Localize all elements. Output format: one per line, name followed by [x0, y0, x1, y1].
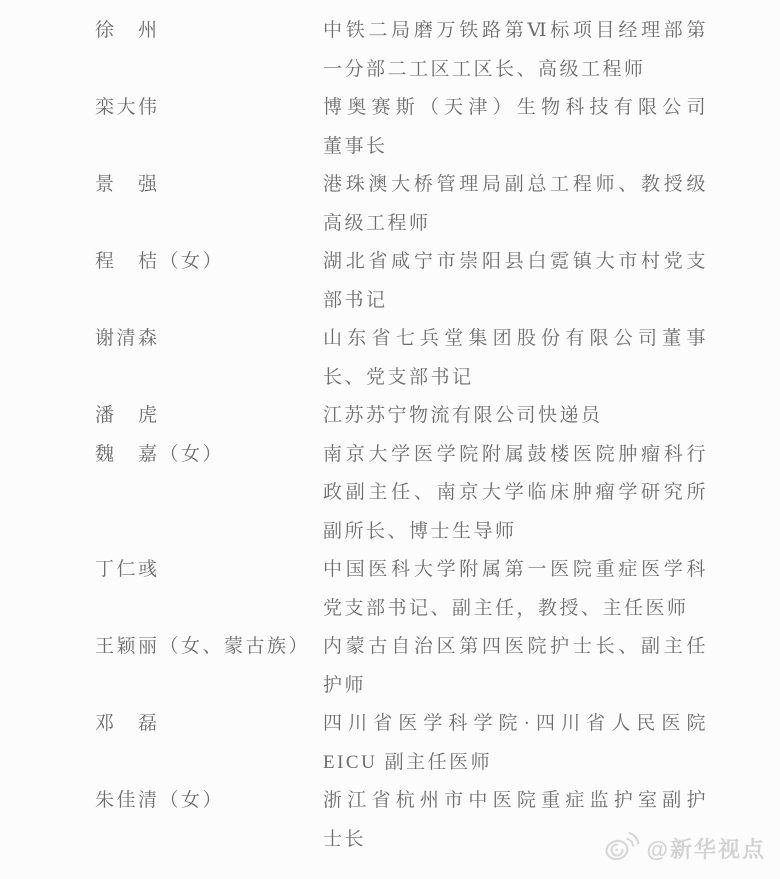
title-line: 浙江省杭州市中医院重症监护室副护 [323, 790, 708, 811]
title-line: 长、党支部书记 [323, 366, 474, 388]
person-name: 景 强 [95, 174, 160, 195]
list-item [95, 243, 780, 320]
person-title [323, 12, 708, 89]
title-line: 高级工程师 [323, 212, 431, 234]
title-line: 港珠澳大桥管理局副总工程师、教授级 [323, 174, 708, 195]
person-title [323, 436, 708, 552]
title-line: 中铁二局磨万铁路第Ⅵ标项目经理部第 [323, 20, 708, 41]
person-name: 邓 磊 [95, 713, 160, 734]
person-title [323, 628, 708, 705]
person-title [323, 320, 708, 397]
person-name: 王颖丽（女、蒙古族） [95, 636, 311, 657]
title-line: 部书记 [323, 289, 388, 311]
person-name: 魏 嘉（女） [95, 443, 225, 465]
title-line: 江苏苏宁物流有限公司快递员 [323, 405, 603, 426]
list-item [95, 397, 780, 436]
weibo-logo-icon [603, 829, 640, 867]
person-name: 栾大伟 [95, 97, 160, 118]
title-line: 湖北省咸宁市崇阳县白霓镇大市村党支 [323, 251, 708, 272]
title-line: 博奥赛斯（天津）生物科技有限公司 [323, 97, 708, 118]
watermark [603, 829, 766, 867]
list-item [95, 89, 780, 166]
person-title [323, 551, 708, 628]
title-line: 政副主任、南京大学临床肿瘤学研究所 [323, 482, 708, 503]
title-line: 副所长、博士生导师 [323, 520, 517, 542]
person-title [323, 397, 708, 436]
title-line: 士长 [323, 828, 367, 850]
title-line: 四川省医学科学院·四川省人民医院 [323, 713, 708, 734]
title-line: 中国医科大学附属第一医院重症医学科 [323, 559, 708, 580]
title-line: 董事长 [323, 135, 388, 157]
list-item [95, 628, 780, 705]
title-line: 南京大学医学院附属鼓楼医院肿瘤科行 [323, 443, 708, 465]
title-line: 一分部二工区工区长、高级工程师 [323, 58, 646, 80]
person-name: 朱佳清（女） [95, 790, 225, 811]
list-item [95, 705, 780, 782]
title-line: 内蒙古自治区第四医院护士长、副主任 [323, 636, 708, 657]
list-item [95, 436, 780, 552]
list-item [95, 166, 780, 243]
list-item [95, 551, 780, 628]
title-line: 护师 [323, 674, 367, 696]
watermark-text: @新华视点 [646, 836, 766, 862]
title-line: 山东省七兵堂集团股份有限公司董事 [323, 328, 708, 349]
person-name: 谢清森 [95, 328, 160, 349]
person-name: 潘 虎 [95, 405, 160, 426]
list-item [95, 12, 780, 89]
person-title [323, 705, 708, 782]
title-line: EICU 副主任医师 [323, 751, 493, 773]
person-title [323, 243, 708, 320]
person-title [323, 89, 708, 166]
person-name: 程 桔（女） [95, 251, 225, 272]
person-name: 徐 州 [95, 20, 160, 41]
person-title [323, 166, 708, 243]
person-name: 丁仁彧 [95, 559, 160, 580]
title-line: 党支部书记、副主任，教授、主任医师 [323, 597, 689, 619]
list-item [95, 320, 780, 397]
